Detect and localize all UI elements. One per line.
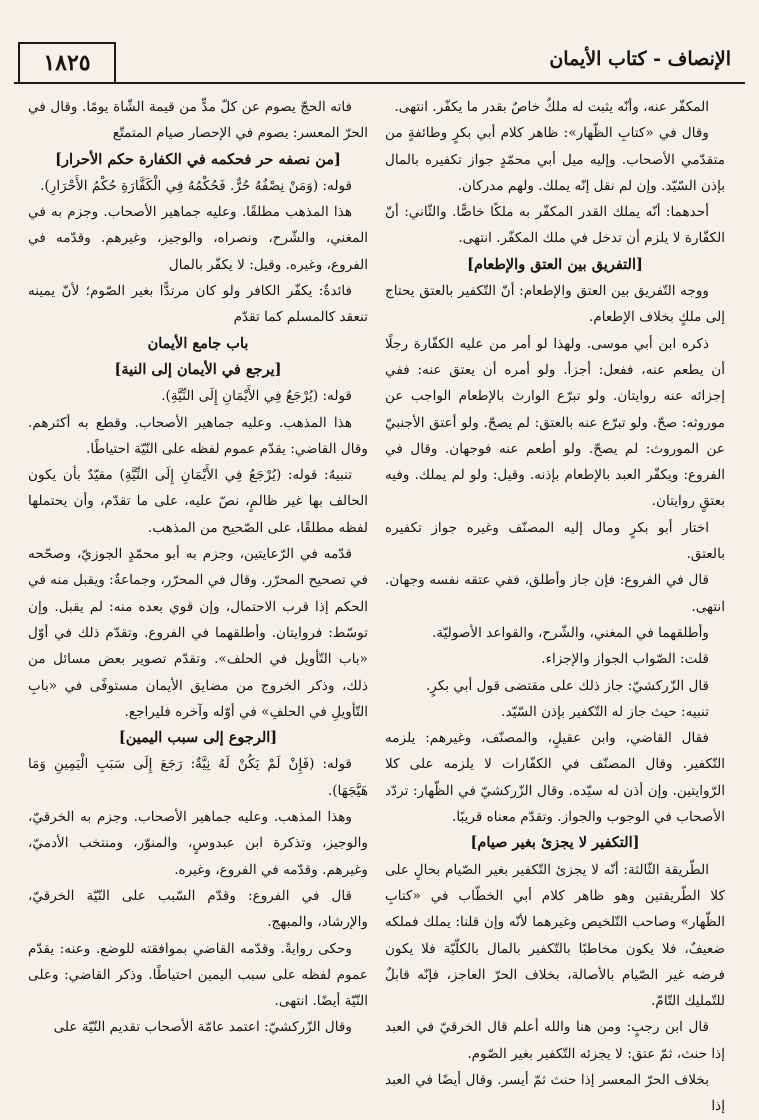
book-page	[14, 14, 745, 1115]
left-column	[28, 94, 368, 1094]
paragraph: وقال في «كتابِ الظّهار»: ظاهر كلام أبي بكرٍ وطائفةٍ من متقدّمي الأصحاب. وإليه ميل أبي محمّدٍ جواز تكفيره بالمال بإذن السّيّد. وإن لم نقل إنّه يملك. ولهم مدركان.	[385, 125, 725, 194]
page-number: ١٨٢٥	[18, 42, 116, 82]
paragraph: قدّمه في الرّعايتين، وجزم به أبو محمّدٍ الجوزيّ، وصحّحه في تصحيح المحرّر. وقال في المحرّر، وجماعةٌ: ويقبل منه في الحكم إذا قرب الاحتمال، وإن قوي بعده منه: لم يقبل. وإن توسّط: فروايتان. وأطلقهما في الفروع. وتقدّم ذلك في أوّل «باب التّأويل في الحلف». وتقدّم تصوير بعض مسائل من ذلك، وذكر الخروج من مضايق الأيمان مستوفًى في «بابِ التّأويلِ في الحلفِ» في أوّله وآخره فليراجع.	[28, 546, 368, 720]
section-heading: [الرجوع إلى سبب اليمين]	[118, 729, 278, 747]
paragraph: فقال القاضي، وابن عقيلٍ، والمصنّف، وغيرهم: يلزمه التّكفير. وقال المصنّف في الكفّارات لا يلزمه على كلا الرّوايتين. وإن أذن له سيّده. وقال الزّركشيّ في الظّهار: تردّد الأصحاب في الوجوب والجواز. وتقدّم معناه قريبًا.	[385, 730, 725, 826]
paragraph: قوله: (فَإِنْ لَمْ يَكُنْ لَهُ نِيَّةٌ: رَجَعَ إِلَى سَبَبِ الْيَمِينِ وَمَا هَيَّجَهَا).	[28, 756, 368, 799]
paragraph: الطّريقة الثّالثة: أنّه لا يجزئ التّكفير بغير الصّيام بحالٍ على كلا الطّريقتين وهو ظاهر كلام أبي الخطّاب في «كتابِ الظّهار» وصاحب التّلخيص وغيرهما لأنّه وإن قلنا: يملك فملكه ضعيفٌ، فلا يكون مخاطبًا بالتّكفير بالمال بالكلّيّة فلا يكون فرضه غير الصّيام بالأصالة، بخلاف الحرّ العاجز، فإنّه قابلٌ للتّمليك التّامّ.	[385, 861, 725, 1010]
paragraph: قوله: (وَمَنْ نِصْفُهُ حُرٌّ. فَحُكْمُهُ فِي الْكَفَّارَةِ حُكْمُ الأَحْرَارِ).	[40, 177, 352, 194]
paragraph: قال في الفروع: وقدّم السّبب على النّيّة الخرقيّ، والإرشاد، والمبهج.	[28, 887, 368, 931]
section-heading: [من نصفه حر فحكمه في الكفارة حكم الأحرار]	[55, 150, 341, 168]
paragraph: اختار أبو بكرٍ ومال إليه المصنّف وغيره جواز تكفيره بالعتق.	[385, 519, 725, 563]
page-header	[14, 42, 745, 84]
paragraph: وأطلقهما في المغني، والشّرح، والقواعد الأصوليّة.	[431, 624, 709, 641]
right-column	[385, 94, 725, 1115]
paragraph: بخلاف الحرّ المعسر إذا حنث ثمّ أيسر. وقال أيضًا في العبد إذا	[385, 1071, 725, 1115]
section-heading: [التكفير لا يجزئ بغير صيام]	[470, 834, 640, 852]
paragraph: قلت: الصّواب الجواز والإجزاء.	[541, 651, 709, 668]
paragraph: وهذا المذهب. وعليه جماهير الأصحاب. وجزم به الخرقيّ، والوجيز، وتذكرة ابن عبدوسٍ، والمنوّر، ومنتخب الأدميّ، وغيرهم. وقدّمه في الفروع، وغيره.	[28, 809, 368, 878]
paragraph: قوله: (يُرْجَعُ فِي الأَيْمَانِ إِلَى النِّيَّةِ).	[161, 388, 352, 405]
paragraph: ووجه التّفريق بين العتق والإطعام: أنّ التّكفير بالعتق يحتاج إلى ملكٍ بخلاف الإطعام.	[385, 283, 725, 326]
paragraph: هذا المذهب مطلقًا. وعليه جماهير الأصحاب. وجزم به في المغني، والشّرح، ونصراه، والوجيز، وغيرهم. وقدّمه في الفروع، وغيره. وقيل: لا يكفّر بالمال	[28, 204, 368, 273]
paragraph: تنبيهٌ: قوله: (يُرْجَعُ فِي الأَيْمَانِ إِلَى النِّيَّةِ) مقيّدٌ بأن يكون الحالف بها غير ظالمٍ، نصّ عليه، على ما تقدّم، وأن يحتملها لفظه مطلقًا، على الصّحيح من المذهب.	[28, 467, 368, 536]
paragraph: فائدةٌ: يكفّر الكافر ولو كان مرتدًّا بغير الصّوم؛ لأنّ يمينه تنعقد كالمسلم كما تقدّم	[28, 283, 368, 326]
section-heading: [التفريق بين العتق والإطعام]	[467, 255, 643, 273]
paragraph: تنبيه: حيث جاز له التّكفير بإذن السّيّد.	[501, 703, 709, 720]
paragraph: قال في الفروع: فإن جاز وأطلق، ففي عتقه نفسه وجهان. انتهى.	[385, 572, 725, 615]
paragraph: هذا المذهب. وعليه جماهير الأصحاب. وقطع به أكثرهم. وقال القاضي: يقدّم عموم لفظه على النّيّة احتياطًا.	[28, 414, 368, 457]
section-heading: [يرجع في الأيمان إلى النية]	[114, 360, 282, 378]
paragraph: فاته الحجّ يصوم عن كلّ مدٍّ من قيمة الشّاة يومًا. وقال في الحرّ المعسر: يصوم في الإحصار صيام المتمتّع	[28, 99, 368, 142]
paragraph: ذكره ابن أبي موسى. ولهذا لو أمر من عليه الكفّارة رجلًا أن يطعم عنه، ففعل: أجزأ. ولو أمره أن يعتق عنه: ففي إجزائه عنه روايتان. ولو تبرّع الوارث بالإطعام الواجب عن موروثه: صحّ. ولو تبرّع عنه بالعتق: لم يصحّ. ولو أعتق الأجنبيّ عن الموروث: لم يصحّ. ولو أطعم عنه فوجهان. وقال في الفروع: ويكفّر العبد بالإطعام بإذنه. وقيل: ولو لم يملك. وفيه بعتقٍ روايتان.	[385, 335, 725, 510]
paragraph: قال الزّركشيّ: جاز ذلك على مقتضى قول أبي بكرٍ.	[425, 677, 709, 694]
paragraph: أحدهما: أنّه يملك القدر المكفّر به ملكًا خاصًّا. والثّاني: أنّ الكفّارة لا يلزم أن تدخل في ملك المكفّر. انتهى.	[385, 204, 725, 247]
running-title: الإنصاف - كتاب الأيمان	[549, 48, 731, 70]
paragraph: المكفّر عنه، وأنّه يثبت له ملكٌ خاصٌ بقدر ما يكفّر. انتهى.	[394, 99, 709, 115]
paragraph: وقال الزّركشيّ: اعتمد عامّة الأصحاب تقديم النّيّة على	[53, 1019, 352, 1036]
section-heading: باب جامع الأيمان	[147, 334, 249, 352]
paragraph: وحكى روايةً. وقدّمه القاضي بموافقته للوضع. وعنه: يقدّم عموم لفظه على سبب اليمين احتياطًا. وذكر القاضي: وعلى النّيّة أيضًا. انتهى.	[28, 940, 368, 1010]
paragraph: قال ابن رجبٍ: ومن هنا والله أعلم قال الخرقيّ في العبد إذا حنث، ثمّ عتق: لا يجزئه التّكفير بغير الصّوم.	[385, 1019, 725, 1062]
